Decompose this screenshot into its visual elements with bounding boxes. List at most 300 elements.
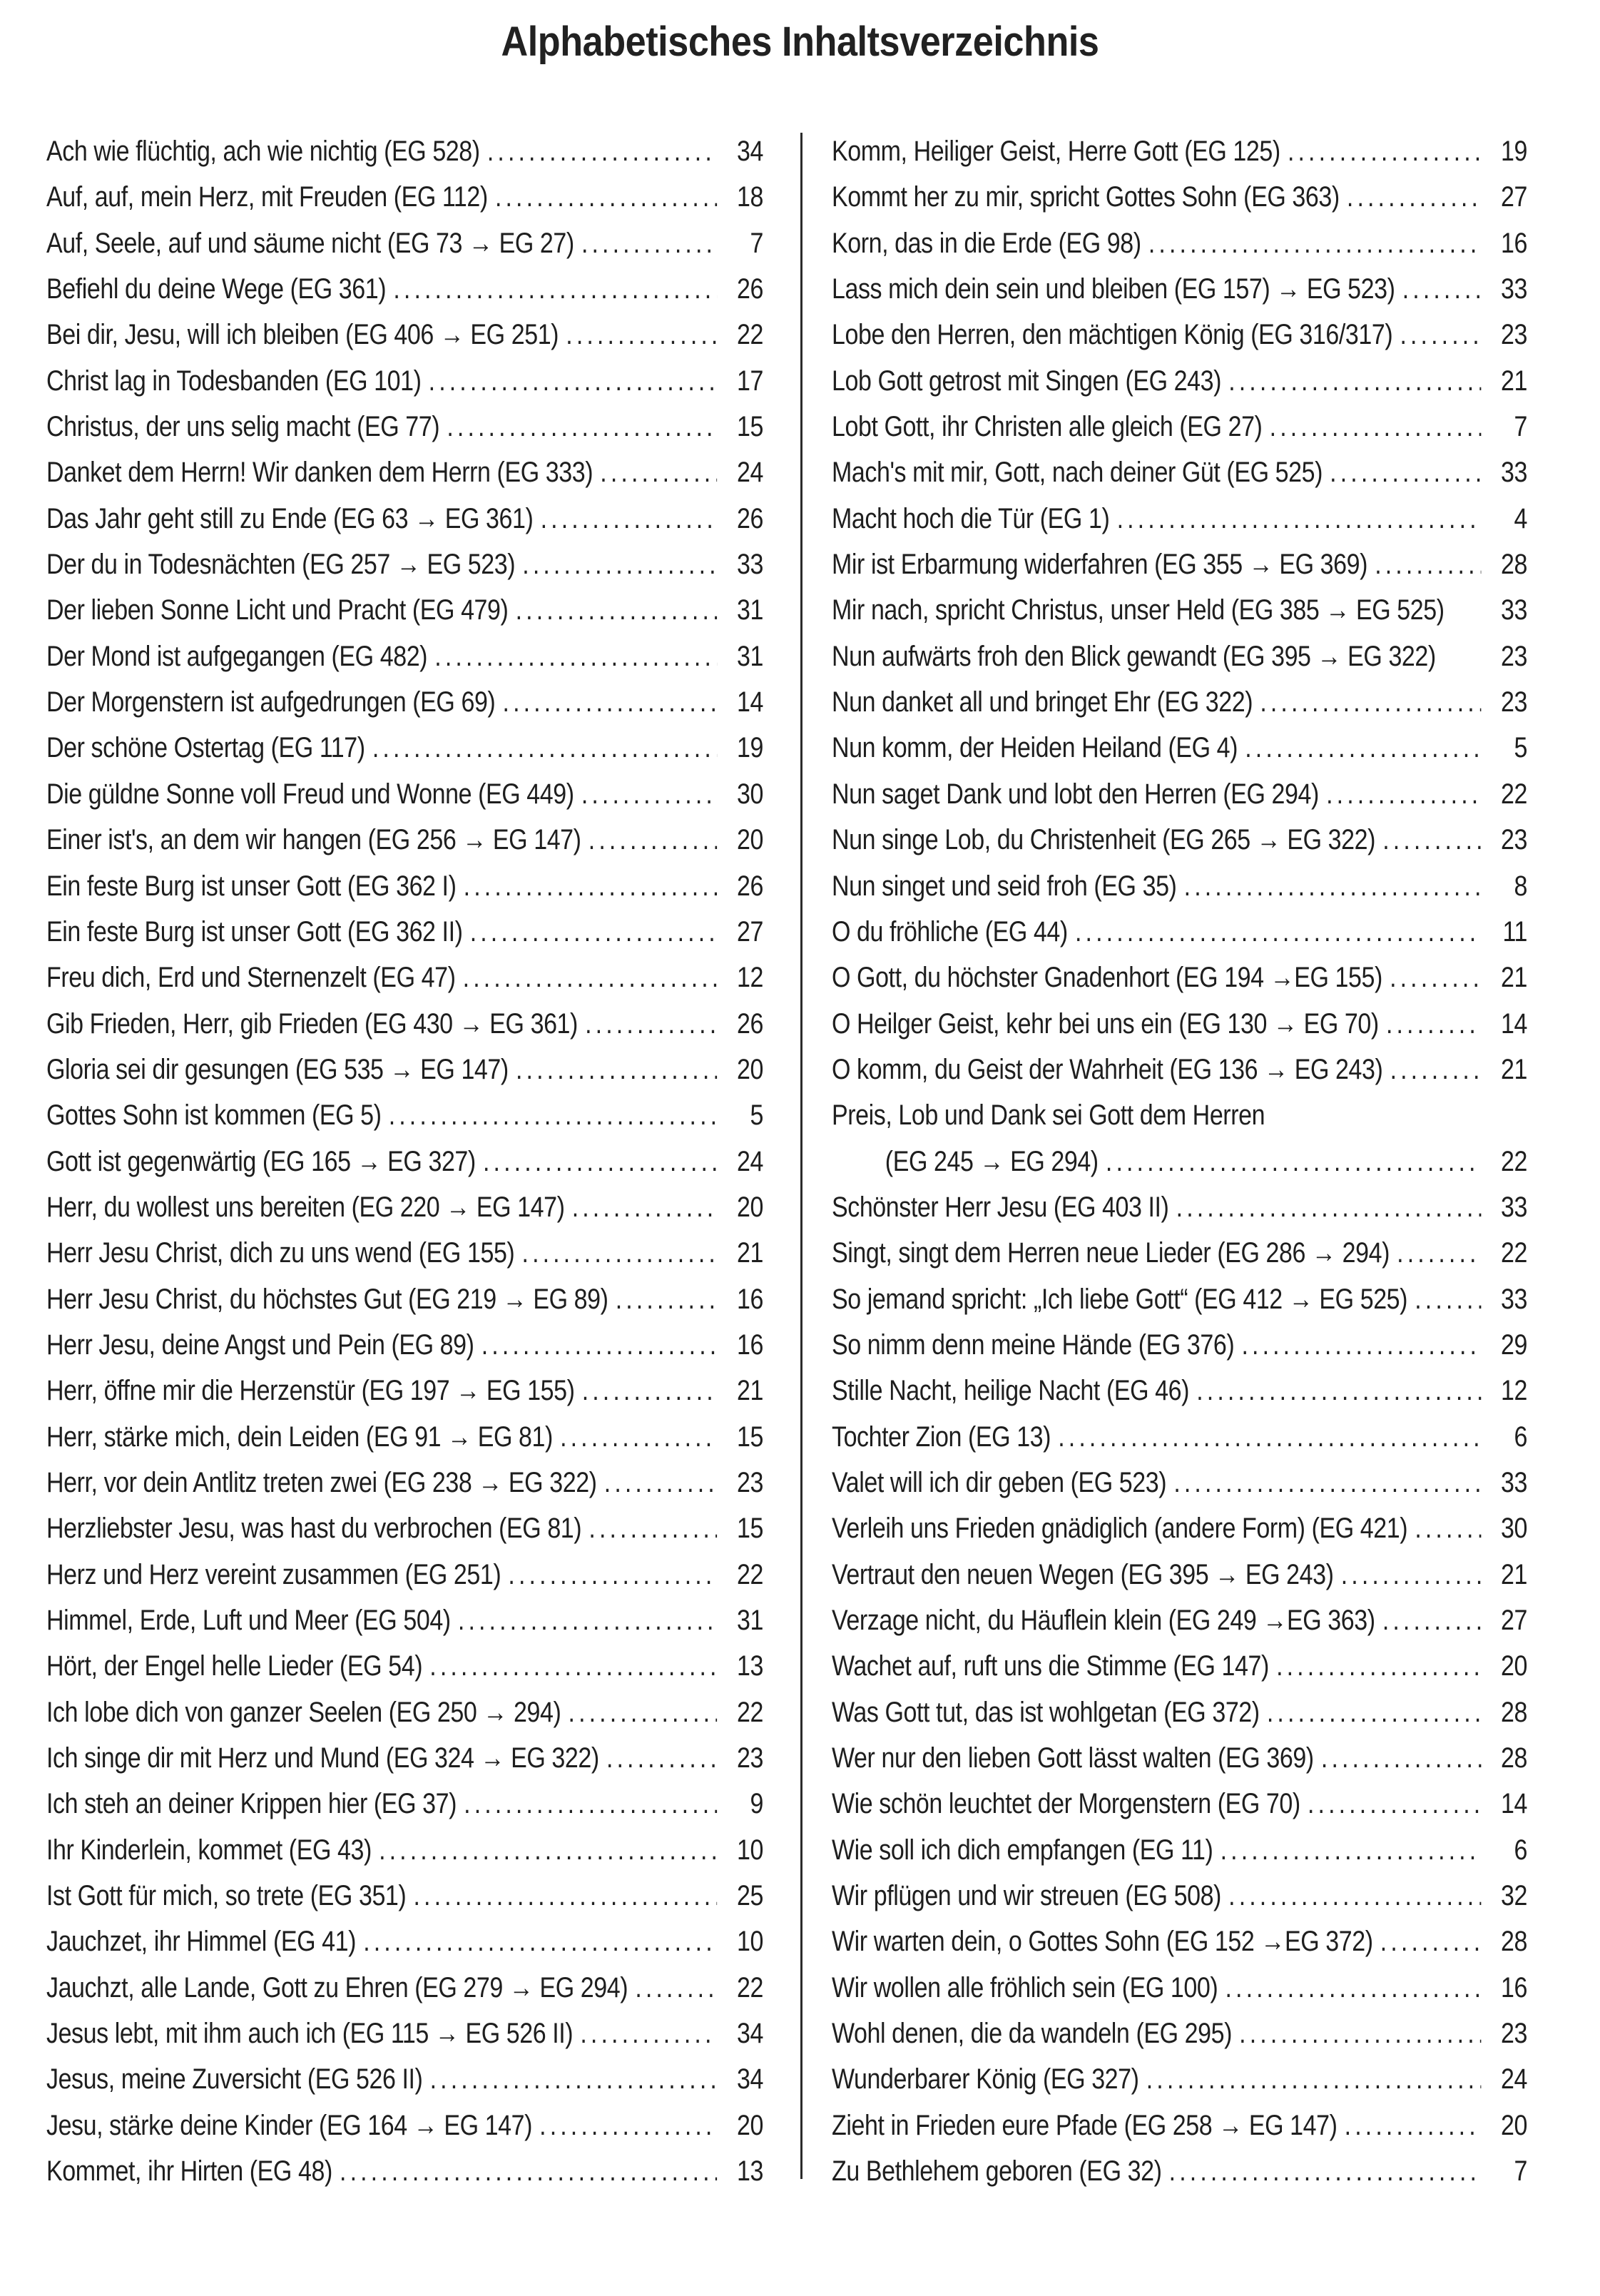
toc-entry — [46, 174, 763, 220]
entry-title: Wie soll ich dich empfangen (EG 11) — [832, 1834, 1213, 1866]
leader-dots — [566, 312, 717, 357]
page-number: 22 — [1501, 1237, 1527, 1269]
entry-title: Kommet, ihr Hirten (EG 48) — [46, 2155, 332, 2188]
leader-dots — [429, 1643, 717, 1689]
entry-title: Verleih uns Frieden gnädiglich (andere Form) (EG 421) — [832, 1513, 1408, 1545]
page-number: 31 — [737, 594, 763, 626]
toc-entry — [46, 1092, 763, 1138]
entry-title: Preis, Lob und Dank sei Gott dem Herren — [832, 1099, 1265, 1132]
entry-title: Zieht in Frieden eure Pfade (EG 258 → EG 147) — [832, 2109, 1337, 2141]
page-number: 22 — [737, 1696, 763, 1728]
page-number: 9 — [750, 1788, 763, 1820]
page-number: 22 — [737, 1971, 763, 2003]
entry-title: Christ lag in Todesbanden (EG 101) — [46, 365, 422, 397]
leader-dots — [1330, 449, 1481, 495]
entry-title: Der Morgenstern ist aufgedrungen (EG 69) — [46, 686, 496, 718]
page-number: 14 — [1501, 1007, 1527, 1040]
leader-dots — [606, 1735, 717, 1781]
leader-dots — [1415, 1276, 1481, 1322]
entry-title: Ist Gott für mich, so trete (EG 351) — [46, 1880, 407, 1912]
entry-title: Einer ist's, an dem wir hangen (EG 256 → EG 147) — [46, 824, 581, 856]
leader-dots — [1400, 312, 1481, 357]
page-number: 22 — [737, 319, 763, 351]
toc-entry — [46, 1276, 763, 1322]
page-number: 30 — [737, 778, 763, 810]
page-number: 16 — [737, 1283, 763, 1315]
entry-title: O Heilger Geist, kehr bei uns ein (EG 130 → EG 70) — [832, 1007, 1379, 1040]
leader-dots — [1106, 1139, 1481, 1184]
entry-title: Wie schön leuchtet der Morgenstern (EG 70) — [832, 1788, 1300, 1820]
toc-entry — [832, 1505, 1527, 1551]
entry-title: Danket dem Herrn! Wir danken dem Herrn (EG 333) — [46, 457, 593, 489]
leader-dots — [560, 1414, 717, 1460]
entry-title: Ihr Kinderlein, kommet (EG 43) — [46, 1834, 372, 1866]
leader-dots — [483, 1139, 717, 1184]
entry-title: Korn, das in die Erde (EG 98) — [832, 227, 1141, 259]
page-number: 22 — [1501, 778, 1527, 810]
toc-entry — [832, 1643, 1527, 1689]
leader-dots — [616, 1276, 718, 1322]
entry-title: Ich steh an deiner Krippen hier (EG 37) — [46, 1788, 457, 1820]
leader-dots — [600, 449, 717, 495]
entry-title: Das Jahr geht still zu Ende (EG 63 → EG 361) — [46, 502, 534, 534]
leader-dots — [481, 1322, 718, 1368]
page-number: 17 — [737, 365, 763, 397]
entry-title: Verzage nicht, du Häuflein klein (EG 249 →EG 363) — [832, 1605, 1375, 1636]
toc-entry — [46, 542, 763, 587]
entry-title: Lobt Gott, ihr Christen alle gleich (EG 27) — [832, 411, 1263, 443]
toc-entry — [46, 449, 763, 495]
leader-dots — [522, 542, 717, 587]
leader-dots — [363, 1919, 717, 1964]
entry-title: Wir wollen alle fröhlich sein (EG 100) — [832, 1971, 1218, 2003]
leader-dots — [1341, 1552, 1482, 1597]
toc-entry — [46, 1368, 763, 1413]
toc-entry — [46, 909, 763, 955]
entry-title: Wir warten dein, o Gottes Sohn (EG 152 →EG 372) — [832, 1926, 1373, 1958]
entry-title: Herzliebster Jesu, was hast du verbrochen (EG 81) — [46, 1513, 582, 1545]
page-number: 15 — [737, 1421, 763, 1453]
toc-page — [0, 19, 1600, 2194]
toc-entry — [832, 1139, 1527, 1184]
leader-dots — [1380, 1919, 1482, 1964]
entry-title: Lass mich dein sein und bleiben (EG 157) → EG 523) — [832, 273, 1395, 305]
toc-entry — [46, 725, 763, 771]
page-number: 14 — [1501, 1788, 1527, 1820]
leader-dots — [541, 496, 718, 542]
page-number: 21 — [1501, 962, 1527, 994]
toc-entry — [832, 449, 1527, 495]
entry-title: Gloria sei dir gesungen (EG 535 → EG 147) — [46, 1053, 509, 1085]
page-number: 14 — [737, 686, 763, 718]
entry-title: Wer nur den lieben Gott lässt walten (EG 369) — [832, 1742, 1314, 1774]
toc-entry — [832, 1368, 1527, 1413]
leader-dots — [1148, 220, 1482, 266]
leader-dots — [1276, 1643, 1481, 1689]
entry-title: Herr Jesu, deine Angst und Pein (EG 89) — [46, 1329, 474, 1361]
page-number: 7 — [1514, 2155, 1527, 2188]
page-number: 26 — [737, 1007, 763, 1040]
entry-title: Was Gott tut, das ist wohlgetan (EG 372) — [832, 1696, 1260, 1728]
leader-dots — [516, 587, 718, 633]
leader-dots — [487, 128, 718, 174]
toc-entry — [46, 1184, 763, 1230]
page-number: 13 — [737, 1650, 763, 1682]
page-number: 28 — [1501, 549, 1527, 581]
leader-dots — [458, 1597, 717, 1643]
toc-entry — [832, 1414, 1527, 1460]
leader-dots — [539, 2103, 717, 2148]
leader-dots — [1075, 909, 1481, 955]
page-number: 10 — [737, 1834, 763, 1866]
page-number: 20 — [737, 1191, 763, 1223]
page-number: 20 — [737, 1053, 763, 1085]
page-number: 11 — [1502, 915, 1527, 948]
toc-entry — [832, 909, 1527, 955]
leader-dots — [569, 1690, 718, 1735]
page-number: 24 — [737, 1145, 763, 1177]
leader-dots — [1390, 955, 1481, 1000]
leader-dots — [1245, 725, 1481, 771]
page-number: 29 — [1501, 1329, 1527, 1361]
leader-dots — [1169, 2148, 1482, 2194]
page-number: 21 — [737, 1375, 763, 1407]
toc-entry — [832, 2056, 1527, 2102]
entry-title: Nun saget Dank und lobt den Herren (EG 294) — [832, 778, 1319, 810]
page-number: 12 — [737, 962, 763, 994]
toc-entry — [46, 2056, 763, 2102]
toc-entry — [832, 2148, 1527, 2194]
leader-dots — [1241, 1322, 1481, 1368]
page-number: 33 — [1501, 1191, 1527, 1223]
toc-entry — [46, 358, 763, 404]
leader-dots — [1397, 1230, 1481, 1276]
entry-title: Herr Jesu Christ, dich zu uns wend (EG 155) — [46, 1237, 515, 1269]
toc-entry — [832, 1047, 1527, 1092]
leader-dots — [581, 220, 717, 266]
page-number: 16 — [737, 1329, 763, 1361]
leader-dots — [429, 358, 718, 404]
toc-entry — [46, 1230, 763, 1276]
leader-dots — [1321, 1735, 1481, 1781]
entry-title: O komm, du Geist der Wahrheit (EG 136 → EG 243) — [832, 1053, 1383, 1085]
entry-title: Gott ist gegenwärtig (EG 165 → EG 327) — [46, 1145, 476, 1177]
toc-entry — [46, 1001, 763, 1047]
page-number: 10 — [737, 1926, 763, 1958]
page-number: 28 — [1501, 1742, 1527, 1774]
toc-entry — [46, 771, 763, 817]
page-number: 16 — [1501, 1971, 1527, 2003]
leader-dots — [1375, 542, 1481, 587]
entry-title: Komm, Heiliger Geist, Herre Gott (EG 125) — [832, 136, 1280, 167]
entry-title: Der lieben Sonne Licht und Pracht (EG 479) — [46, 594, 509, 626]
entry-title: Jesus lebt, mit ihm auch ich (EG 115 → EG 526 II) — [46, 2018, 574, 2050]
leader-dots — [463, 955, 718, 1000]
entry-title: Ein feste Burg ist unser Gott (EG 362 II) — [46, 915, 463, 948]
toc-entry — [832, 1276, 1527, 1322]
entry-title: Kommt her zu mir, spricht Gottes Sohn (EG 363) — [832, 181, 1340, 213]
entry-title: Der schöne Ostertag (EG 117) — [46, 732, 365, 764]
page-number: 16 — [1501, 227, 1527, 259]
page-number: 27 — [1501, 181, 1527, 213]
entry-title: Schönster Herr Jesu (EG 403 II) — [832, 1191, 1169, 1223]
toc-entry — [832, 863, 1527, 909]
toc-entry — [832, 1781, 1527, 1827]
page-number: 20 — [1501, 1650, 1527, 1682]
leader-dots — [508, 1552, 717, 1597]
leader-dots — [1221, 1827, 1482, 1873]
toc-entry — [46, 1552, 763, 1597]
toc-entry — [832, 1322, 1527, 1368]
entry-title: Zu Bethlehem geboren (EG 32) — [832, 2155, 1162, 2188]
page-number: 27 — [737, 915, 763, 948]
entry-title: Lob Gott getrost mit Singen (EG 243) — [832, 365, 1221, 397]
toc-entry — [832, 1919, 1527, 1964]
leader-dots — [1326, 771, 1481, 817]
toc-entry — [46, 2103, 763, 2148]
page-number: 32 — [1501, 1880, 1527, 1912]
toc-entry — [832, 128, 1527, 174]
page-number: 20 — [737, 2109, 763, 2141]
column-divider — [800, 133, 802, 2179]
leader-dots — [1117, 496, 1482, 542]
entry-title: Auf, auf, mein Herz, mit Freuden (EG 112) — [46, 181, 488, 213]
page-number: 15 — [737, 1513, 763, 1545]
page-number: 21 — [1501, 1558, 1527, 1590]
entry-title: Singt, singt dem Herren neue Lieder (EG 286 → 294) — [832, 1237, 1390, 1269]
leader-dots — [580, 2011, 717, 2056]
toc-entry — [832, 725, 1527, 771]
toc-entry — [46, 1597, 763, 1643]
toc-columns — [46, 128, 1600, 2194]
entry-title: Nun komm, der Heiden Heiland (EG 4) — [832, 732, 1238, 764]
page-number: 33 — [1501, 273, 1527, 305]
leader-dots — [1196, 1368, 1481, 1413]
page-number: 23 — [1501, 824, 1527, 856]
leader-dots — [588, 817, 718, 863]
toc-entry — [832, 312, 1527, 357]
toc-entry — [832, 1230, 1527, 1276]
page-number: 21 — [737, 1237, 763, 1269]
entry-title: Mir ist Erbarmung widerfahren (EG 355 → EG 369) — [832, 549, 1367, 581]
toc-entry — [46, 2148, 763, 2194]
leader-dots — [585, 1001, 717, 1047]
toc-entry — [832, 266, 1527, 312]
entry-title: Wunderbarer König (EG 327) — [832, 2063, 1139, 2096]
page-number: 28 — [1501, 1696, 1527, 1728]
leader-dots — [1260, 679, 1481, 725]
leader-dots — [522, 1230, 718, 1276]
toc-entry — [832, 1184, 1527, 1230]
toc-entry — [46, 1139, 763, 1184]
entry-title: Lobe den Herren, den mächtigen König (EG 316/317) — [832, 319, 1393, 351]
page-number: 20 — [737, 824, 763, 856]
entry-title: Nun singe Lob, du Christenheit (EG 265 → EG 322) — [832, 824, 1376, 856]
toc-entry — [46, 817, 763, 863]
toc-entry — [46, 1873, 763, 1919]
toc-entry — [832, 358, 1527, 404]
entry-title: Nun aufwärts froh den Blick gewandt (EG 395 → EG 322) — [832, 640, 1436, 672]
leader-dots — [340, 2148, 717, 2194]
toc-entry — [832, 496, 1527, 542]
toc-entry — [46, 1919, 763, 1964]
toc-entry — [832, 679, 1527, 725]
toc-entry — [46, 679, 763, 725]
page-number: 23 — [1501, 640, 1527, 672]
page-number: 34 — [737, 2063, 763, 2096]
leader-dots — [1184, 863, 1482, 909]
entry-title: Wachet auf, ruft uns die Stimme (EG 147) — [832, 1650, 1269, 1682]
page-number: 22 — [737, 1558, 763, 1590]
entry-title: So nimm denn meine Hände (EG 376) — [832, 1329, 1235, 1361]
entry-title: Auf, Seele, auf und säume nicht (EG 73 → EG 27) — [46, 227, 574, 259]
toc-entry — [832, 1552, 1527, 1597]
toc-entry — [46, 404, 763, 449]
entry-title: Wir pflügen und wir streuen (EG 508) — [832, 1880, 1221, 1912]
entry-title: Valet will ich dir geben (EG 523) — [832, 1466, 1167, 1498]
entry-title: Jesu, stärke deine Kinder (EG 164 → EG 147) — [46, 2109, 532, 2141]
entry-title: Nun singet und seid froh (EG 35) — [832, 870, 1177, 902]
leader-dots — [503, 679, 718, 725]
page-number: 12 — [1501, 1375, 1527, 1407]
toc-entry — [46, 1735, 763, 1781]
entry-title: Befiehl du deine Wege (EG 361) — [46, 273, 387, 305]
leader-dots — [414, 1873, 718, 1919]
toc-entry — [832, 2011, 1527, 2056]
leader-dots — [1402, 266, 1482, 312]
toc-entry — [46, 1505, 763, 1551]
entry-title: Macht hoch die Tür (EG 1) — [832, 502, 1110, 534]
page-number: 26 — [737, 870, 763, 902]
page-number: 7 — [750, 227, 763, 259]
entry-title: Gottes Sohn ist kommen (EG 5) — [46, 1099, 382, 1132]
toc-entry — [46, 634, 763, 679]
page-number: 6 — [1514, 1834, 1527, 1866]
toc-entry — [832, 817, 1527, 863]
leader-dots — [1386, 1001, 1481, 1047]
entry-title: Ach wie flüchtig, ach wie nichtig (EG 528) — [46, 136, 480, 167]
entry-title: Himmel, Erde, Luft und Meer (EG 504) — [46, 1605, 451, 1636]
toc-entry — [46, 1460, 763, 1505]
leader-dots — [1382, 817, 1481, 863]
leader-dots — [588, 1505, 717, 1551]
toc-entry — [832, 1873, 1527, 1919]
toc-entry — [46, 1414, 763, 1460]
page-number: 23 — [1501, 2018, 1527, 2050]
page-number: 23 — [737, 1742, 763, 1774]
entry-title: Herr, du wollest uns bereiten (EG 220 → EG 147) — [46, 1191, 565, 1223]
toc-entry — [832, 404, 1527, 449]
toc-entry — [46, 955, 763, 1000]
entry-title: Hört, der Engel helle Lieder (EG 54) — [46, 1650, 423, 1682]
entry-title: Stille Nacht, heilige Nacht (EG 46) — [832, 1375, 1190, 1407]
entry-title: Herz und Herz vereint zusammen (EG 251) — [46, 1558, 501, 1590]
entry-title: Herr, öffne mir die Herzenstür (EG 197 → EG 155) — [46, 1375, 575, 1407]
entry-title: Mach's mit mir, Gott, nach deiner Güt (EG 525) — [832, 457, 1323, 489]
page-number: 33 — [737, 549, 763, 581]
entry-title: Bei dir, Jesu, will ich bleiben (EG 406 → EG 251) — [46, 319, 559, 351]
page-number: 20 — [1501, 2109, 1527, 2141]
page-number: 34 — [737, 2018, 763, 2050]
leader-dots — [389, 1092, 718, 1138]
toc-entry — [46, 496, 763, 542]
leader-dots — [1347, 174, 1481, 220]
leader-dots — [1382, 1597, 1482, 1643]
page-number: 33 — [1501, 594, 1527, 626]
leader-dots — [470, 909, 718, 955]
entry-title: Ich singe dir mit Herz und Mund (EG 324 → EG 322) — [46, 1742, 599, 1774]
page-number: 30 — [1501, 1513, 1527, 1545]
entry-title: O Gott, du höchster Gnadenhort (EG 194 →EG 155) — [832, 962, 1382, 994]
page-number: 21 — [1501, 365, 1527, 397]
leader-dots — [1267, 1690, 1482, 1735]
page-number: 24 — [1501, 2063, 1527, 2096]
page-number: 4 — [1514, 502, 1527, 534]
leader-dots — [430, 2056, 718, 2102]
leader-dots — [604, 1460, 718, 1505]
toc-entry — [46, 220, 763, 266]
toc-entry — [46, 128, 763, 174]
entry-title: Wohl denen, die da wandeln (EG 295) — [832, 2018, 1232, 2050]
entry-title: Die güldne Sonne voll Freud und Wonne (EG 449) — [46, 778, 574, 810]
entry-title: Mir nach, spricht Christus, unser Held (EG 385 → EG 525) — [832, 594, 1444, 626]
leader-dots — [1173, 1460, 1481, 1505]
entry-title: Christus, der uns selig macht (EG 77) — [46, 411, 440, 443]
entry-title: Ich lobe dich von ganzer Seelen (EG 250 → 294) — [46, 1696, 561, 1728]
leader-dots — [1239, 2011, 1481, 2056]
page-number: 23 — [737, 1466, 763, 1498]
toc-entry — [832, 1735, 1527, 1781]
leader-dots — [582, 1368, 718, 1413]
entry-title: Herr Jesu Christ, du höchstes Gut (EG 219 → EG 89) — [46, 1283, 608, 1315]
page-number: 5 — [1514, 732, 1527, 764]
entry-title: (EG 245 → EG 294) — [885, 1145, 1099, 1177]
leader-dots — [1345, 2103, 1482, 2148]
entry-title: Herr, vor dein Antlitz treten zwei (EG 238 → EG 322) — [46, 1466, 597, 1498]
toc-entry — [832, 1965, 1527, 2011]
page-title: Alphabetisches Inhaltsverzeichnis — [501, 19, 1099, 65]
entry-title: Ein feste Burg ist unser Gott (EG 362 I) — [46, 870, 457, 902]
toc-entry — [46, 266, 763, 312]
page-number: 6 — [1514, 1421, 1527, 1453]
leader-dots — [1288, 128, 1481, 174]
entry-title: Gib Frieden, Herr, gib Frieden (EG 430 → EG 361) — [46, 1007, 578, 1040]
toc-entry — [46, 1047, 763, 1092]
leader-dots — [1176, 1184, 1482, 1230]
toc-entry — [832, 634, 1527, 679]
page-number: 34 — [737, 136, 763, 167]
toc-entry — [832, 771, 1527, 817]
page-number: 25 — [737, 1880, 763, 1912]
leader-dots — [379, 1827, 717, 1873]
toc-entry — [46, 863, 763, 909]
entry-title: Der du in Todesnächten (EG 257 → EG 523) — [46, 549, 516, 581]
page-number: 7 — [1514, 411, 1527, 443]
leader-dots — [1058, 1414, 1481, 1460]
page-number: 28 — [1501, 1926, 1527, 1958]
leader-dots — [1228, 358, 1481, 404]
leader-dots — [1270, 404, 1482, 449]
leader-dots — [434, 634, 717, 679]
toc-column-right — [832, 128, 1527, 2194]
toc-entry — [46, 1965, 763, 2011]
page-number: 5 — [750, 1099, 763, 1132]
leader-dots — [1146, 2056, 1482, 2102]
entry-title: Jauchzet, ihr Himmel (EG 41) — [46, 1926, 357, 1958]
toc-entry — [832, 542, 1527, 587]
toc-entry — [832, 1001, 1527, 1047]
page-number: 33 — [1501, 457, 1527, 489]
